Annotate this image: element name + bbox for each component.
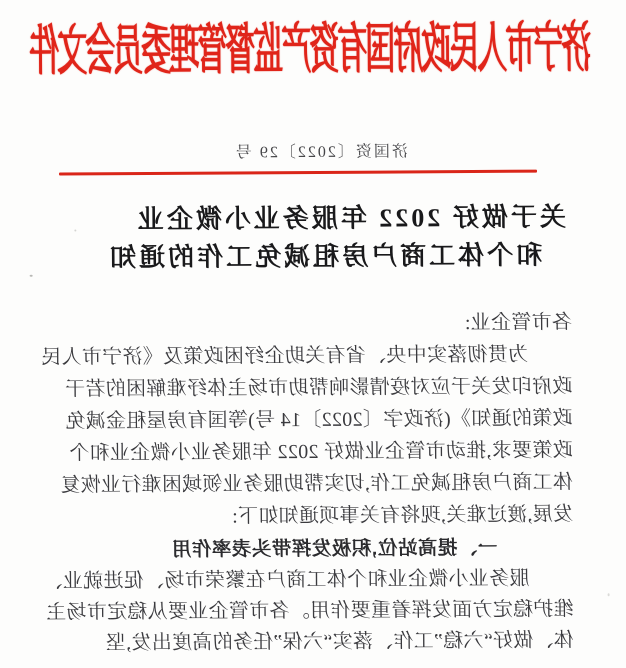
issuing-authority-masthead: 济宁市人民政府国有资产监督管理委员会文件 — [31, 18, 592, 83]
document-body — [40, 310, 574, 662]
scan-speck — [30, 275, 33, 277]
section-1-heading: 一、提高站位,积极发挥带头表率作用 — [171, 536, 498, 561]
document-reference-number: 济国资〔2022〕29 号 — [233, 143, 408, 162]
salutation: 各市管企业: — [464, 311, 573, 335]
red-divider-line — [59, 170, 537, 176]
body-line: 维护稳定方面发挥着重要作用。各市管企业要从稳定市场主 — [45, 598, 574, 624]
body-line: 政策要求,推动市管企业做好 2022 年服务业小微企业和个 — [68, 439, 573, 465]
body-line: 政策的通知》(济政字〔2022〕14 号)等国有房屋租金减免 — [65, 407, 573, 433]
body-line: 体、做好“六稳”工作、落实“六保”任务的高度出发,坚 — [105, 629, 574, 655]
scan-speck — [608, 593, 610, 596]
document-title-line-1: 关于做好 2022 年服务业小微企业 — [134, 202, 566, 235]
paragraph-2 — [42, 566, 574, 662]
scan-speck — [74, 229, 76, 231]
document-title — [0, 198, 626, 278]
body-line: 为贯彻落实中央、省有关助企纾困政策及《济宁市人民 — [40, 343, 529, 369]
body-line: 体工商户房租减免工作,切实帮助服务业领域困难行业恢复 — [60, 471, 573, 497]
body-line: 政府印发关于应对疫情影响帮助市场主体纾难解困的若干 — [64, 375, 573, 401]
paragraph-1 — [40, 342, 574, 537]
document-title-line-2: 和个体工商户房租减免工作的通知 — [106, 240, 543, 273]
body-line: 服务业小微企业和个体工商户在繁荣市场、促进就业、 — [42, 567, 530, 593]
body-line: 发展,渡过难关,现将有关事项通知如下: — [231, 503, 574, 528]
